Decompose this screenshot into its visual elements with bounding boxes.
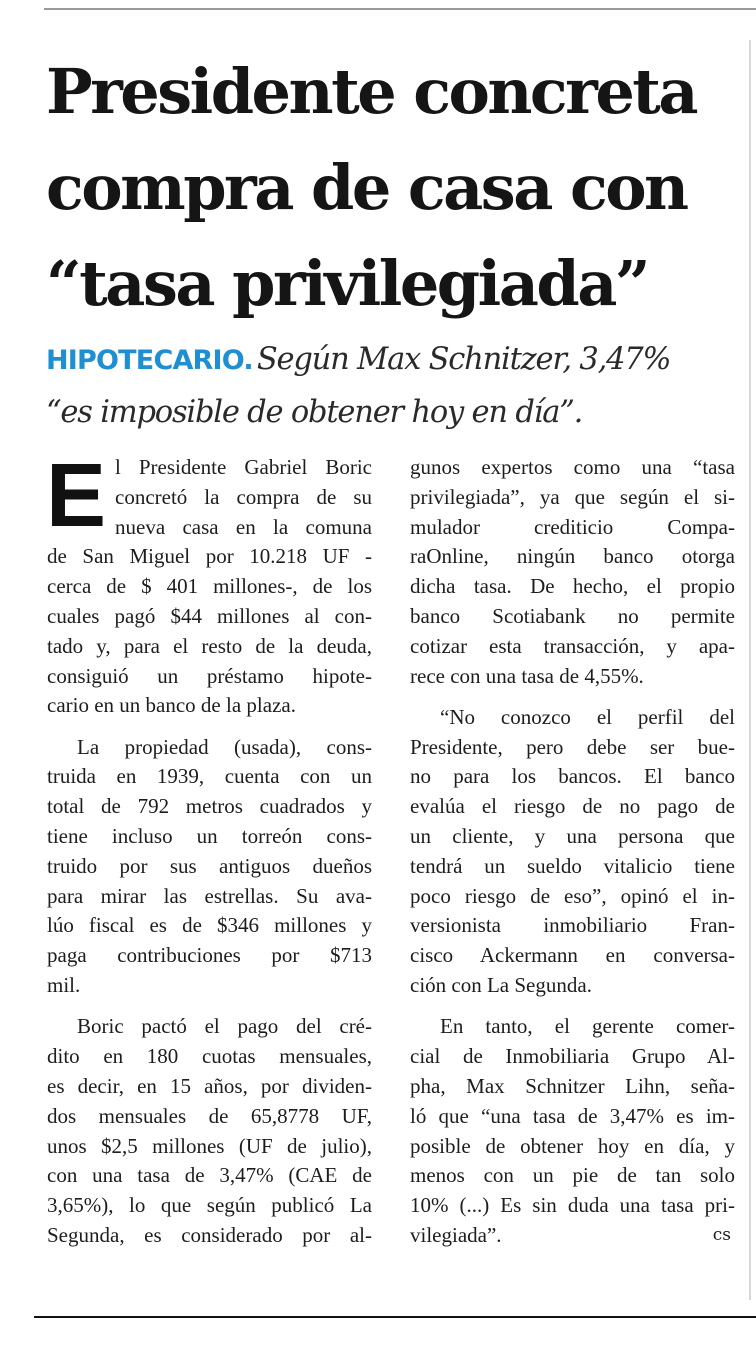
text-line: truido por sus antiguos dueños (47, 853, 372, 878)
text-line: cerca de $ 401 millones-, de los (47, 574, 372, 599)
text-line: 10% (...) Es sin duda una tasa pri- (410, 1193, 735, 1218)
article-column-right (410, 453, 735, 1251)
text-line: dos mensuales de 65,8778 UF, (47, 1103, 372, 1128)
deck-text: Según Max Schnitzer, 3,47% (256, 342, 671, 377)
text-line: mil. (47, 973, 81, 998)
text-line: “No conozco el perfil del (440, 704, 735, 729)
kicker-label: HIPOTECARIO. (46, 345, 253, 376)
paragraph (47, 733, 372, 1001)
text-line: truida en 1939, cuenta con un (47, 764, 372, 789)
text-line: unos $2,5 millones (UF de julio), (47, 1133, 372, 1158)
text-line: con una tasa de 3,47% (CAE de (47, 1163, 372, 1188)
text-line: un cliente, y una persona que (410, 824, 735, 849)
paragraph (410, 1012, 735, 1250)
top-rule (44, 8, 756, 10)
deck (46, 334, 746, 439)
text-line: cario en un banco de la plaza. (47, 693, 296, 718)
text-line: Presidente, pero debe ser bue- (410, 734, 735, 759)
text-line: nueva casa en la comuna (115, 514, 372, 539)
text-line: tado y, para el resto de la deuda, (47, 633, 372, 658)
text-line: Segunda, es considerado por al- (47, 1222, 372, 1247)
text-line: total de 792 metros cuadrados y (47, 794, 372, 819)
text-line: raOnline, ningún banco otorga (410, 544, 735, 569)
headline-line: compra de casa con (46, 151, 687, 224)
text-line: de San Miguel por 10.218 UF - (47, 544, 372, 569)
headline-line: Presidente concreta (46, 55, 697, 128)
text-line: para mirar las estrellas. Su ava- (47, 883, 372, 908)
text-line: no para los bancos. El banco (410, 764, 735, 789)
text-line: dicha tasa. De hecho, el propio (410, 574, 735, 599)
text-line: concretó la compra de su (115, 484, 372, 509)
text-line: versionista inmobiliario Fran- (410, 913, 735, 938)
headline (46, 44, 736, 332)
text-line: consiguió un préstamo hipote- (47, 663, 372, 688)
text-line: evalúa el riesgo de no pago de (410, 794, 735, 819)
text-line: l Presidente Gabriel Boric (115, 455, 372, 479)
text-line: pha, Max Schnitzer Lihn, seña- (410, 1073, 735, 1098)
deck-line (46, 334, 746, 387)
text-line: En tanto, el gerente comer- (440, 1014, 735, 1039)
text-line: ción con La Segunda. (410, 973, 592, 998)
text-line: Boric pactó el pago del cré- (77, 1014, 372, 1039)
text-line: rece con una tasa de 4,55%. (410, 663, 644, 688)
article-column-left (46, 446, 372, 1251)
text-line: lúo fiscal es de $346 millones y (47, 913, 372, 938)
text-line: cotizar esta transacción, y apa- (410, 633, 735, 658)
paragraph (410, 453, 735, 691)
text-line: ló que “una tasa de 3,47% es im- (410, 1103, 735, 1128)
text-line: paga contribuciones por $713 (47, 943, 372, 968)
column-rule (749, 40, 751, 1300)
headline-line: “tasa privilegiada” (46, 247, 649, 320)
text-line: tendrá un sueldo vitalicio tiene (410, 853, 735, 878)
text-line: cial de Inmobiliaria Grupo Al- (410, 1044, 735, 1069)
text-line: tiene incluso un torreón cons- (47, 824, 372, 849)
bottom-rule (34, 1316, 756, 1318)
text-line: privilegiada”, ya que según el si- (410, 484, 735, 509)
text-line: La propiedad (usada), cons- (77, 734, 372, 759)
text-line (410, 1221, 735, 1251)
text-line: posible de obtener hoy en día, y (410, 1133, 735, 1158)
text-line: cisco Ackermann en conversa- (410, 943, 735, 968)
deck-line: “es imposible de obtener hoy en día”. (46, 395, 583, 430)
paragraph (410, 703, 735, 1001)
text-line: cuales pagó $44 millones al con- (47, 603, 372, 628)
text-line: es decir, en 15 años, por dividen- (47, 1073, 372, 1098)
text-line: poco riesgo de eso”, opinó el in- (410, 883, 735, 908)
text-line: mulador crediticio Compa- (410, 514, 735, 539)
text-line: dito en 180 cuotas mensuales, (47, 1044, 372, 1069)
drop-cap: E (46, 446, 107, 546)
text-line-end: vilegiada”. (410, 1222, 502, 1247)
paragraph (47, 1012, 372, 1250)
text-line: banco Scotiabank no permite (410, 603, 735, 628)
end-mark-icon: cs (712, 1224, 731, 1245)
paragraph (46, 446, 372, 721)
text-line: gunos expertos como una “tasa (410, 455, 735, 479)
text-line: menos con un pie de tan solo (410, 1163, 735, 1188)
text-line: 3,65%), lo que según publicó La (47, 1193, 372, 1218)
